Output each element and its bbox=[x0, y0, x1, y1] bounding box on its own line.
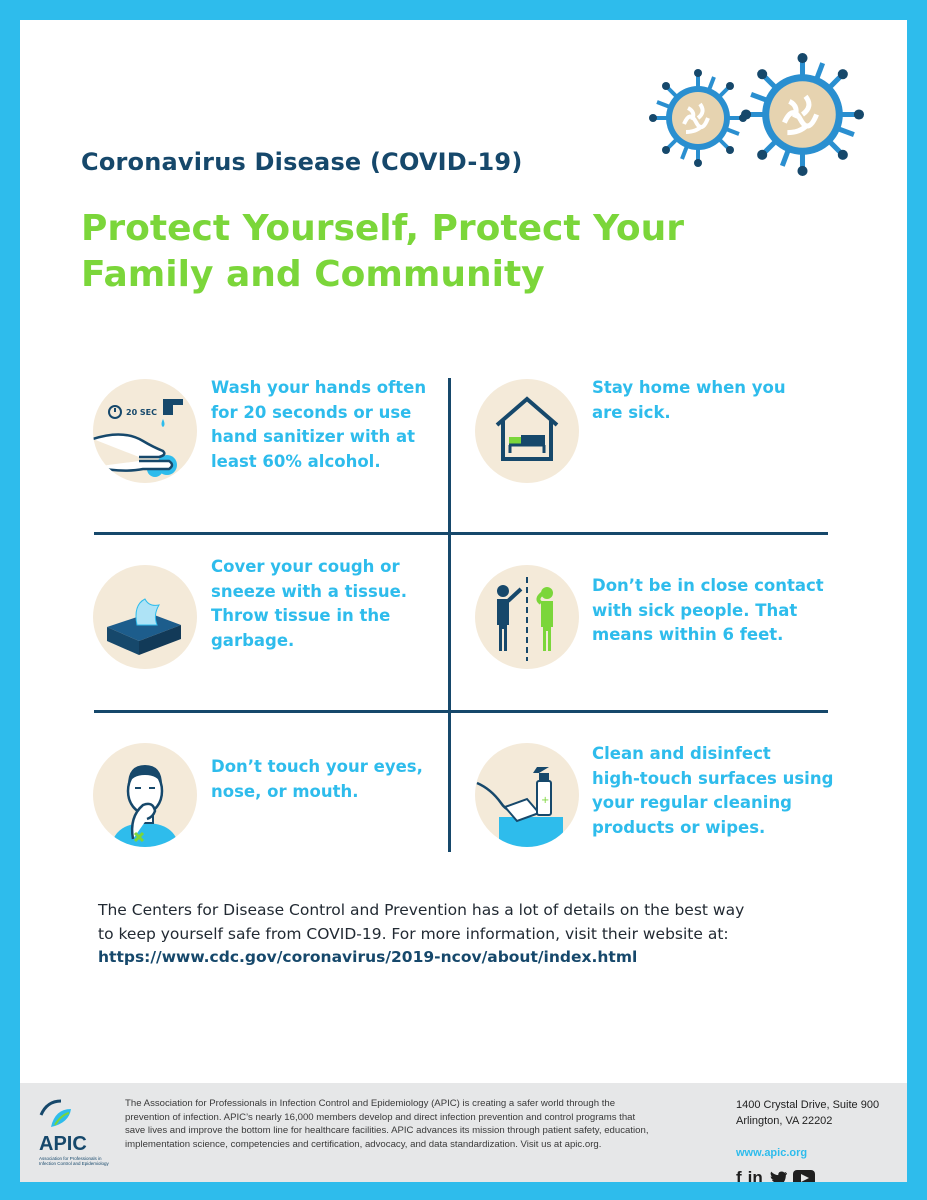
tip-touching-face bbox=[211, 755, 423, 804]
footer bbox=[20, 1083, 907, 1182]
tip-line: high-touch surfaces using bbox=[592, 768, 834, 788]
tip-line: Don’t be in close contact bbox=[592, 576, 824, 595]
address-line: 1400 Crystal Drive, Suite 900 bbox=[736, 1099, 880, 1111]
tip-line: Don’t touch your eyes, bbox=[211, 757, 423, 776]
description-line: save lives and improve the bottom line for healthcare facilities. APIC advances its mission through patient safety, education, bbox=[125, 1125, 649, 1137]
grid-divider-horizontal bbox=[94, 710, 828, 713]
apic-description bbox=[125, 1097, 725, 1151]
tip-line: Stay home when you bbox=[592, 378, 786, 397]
cdc-website-link[interactable]: https://www.cdc.gov/coronavirus/2019-ncov/about/index.html bbox=[98, 948, 638, 966]
tip-line: with sick people. That bbox=[592, 600, 798, 620]
tip-cover-cough bbox=[211, 555, 407, 653]
apic-website-link[interactable]: www.apic.org bbox=[736, 1147, 808, 1159]
description-line: prevention of infection. APIC’s nearly 16,000 members develop and direct infection prevention and control programs that bbox=[125, 1111, 636, 1123]
tip-social-distance bbox=[592, 574, 824, 648]
apic-logo-icon bbox=[37, 1097, 77, 1133]
coronavirus-icon bbox=[648, 68, 748, 168]
timer-label: 20 SEC bbox=[126, 408, 158, 417]
social-links bbox=[736, 1169, 815, 1182]
cleaning-spray-icon bbox=[475, 743, 579, 847]
page-title bbox=[81, 206, 801, 298]
grid-divider-horizontal bbox=[94, 532, 828, 535]
linkedin-icon[interactable]: in bbox=[747, 1168, 763, 1182]
description-line: The Association for Professionals in Infection Control and Epidemiology (APIC) is creating a safer world through the bbox=[125, 1098, 616, 1109]
tip-line: Wash your hands often bbox=[211, 378, 427, 397]
apic-address bbox=[736, 1097, 879, 1129]
tip-stay-home bbox=[592, 376, 786, 425]
poster-page bbox=[20, 20, 907, 1182]
twitter-icon[interactable] bbox=[769, 1171, 787, 1183]
tip-line: products or wipes. bbox=[592, 817, 766, 837]
social-distance-icon bbox=[475, 565, 579, 669]
info-line: to keep yourself safe from COVID-19. For more information, visit their website at: bbox=[98, 925, 729, 943]
tip-line: for 20 seconds or use bbox=[211, 402, 412, 422]
svg-text:+: + bbox=[541, 795, 550, 806]
tip-line: least 60% alcohol. bbox=[211, 451, 381, 471]
page-title-line: Protect Yourself, Protect Your bbox=[81, 208, 684, 249]
info-line: The Centers for Disease Control and Prevention has a lot of details on the best way bbox=[98, 901, 745, 919]
address-line: Arlington, VA 22202 bbox=[736, 1115, 833, 1127]
tip-line: Clean and disinfect bbox=[592, 744, 771, 763]
hand-washing-icon bbox=[93, 379, 197, 483]
tip-line: Throw tissue in the bbox=[211, 606, 391, 625]
tip-line: Cover your cough or bbox=[211, 557, 400, 576]
tip-line: garbage. bbox=[211, 630, 295, 650]
coronavirus-icon bbox=[740, 52, 865, 177]
tip-line: means within 6 feet. bbox=[592, 625, 784, 644]
tip-hand-washing bbox=[211, 376, 426, 474]
grid-divider-vertical bbox=[448, 378, 451, 852]
tissue-box-icon bbox=[93, 565, 197, 669]
apic-logo-text: APIC bbox=[39, 1133, 87, 1155]
stay-home-icon bbox=[475, 379, 579, 483]
touching-face-icon bbox=[93, 743, 197, 847]
page-subtitle: Coronavirus Disease (COVID-19) bbox=[81, 148, 523, 176]
tip-line: your regular cleaning bbox=[592, 793, 792, 812]
tip-line: nose, or mouth. bbox=[211, 781, 359, 801]
youtube-icon[interactable] bbox=[793, 1170, 815, 1182]
apic-logo-tagline: Association for Professionals in Infection Control and Epidemiology bbox=[39, 1156, 109, 1166]
cdc-info-text bbox=[98, 898, 818, 946]
tip-line: sneeze with a tissue. bbox=[211, 581, 408, 601]
facebook-icon[interactable]: f bbox=[736, 1168, 742, 1182]
page-title-line: Family and Community bbox=[81, 254, 545, 295]
tip-cleaning bbox=[592, 742, 833, 840]
description-line: implementation science, competencies and certification, advocacy, and data standardization. Visit us at apic.org. bbox=[125, 1138, 602, 1150]
tip-line: are sick. bbox=[592, 402, 671, 422]
tip-line: hand sanitizer with at bbox=[211, 427, 416, 446]
